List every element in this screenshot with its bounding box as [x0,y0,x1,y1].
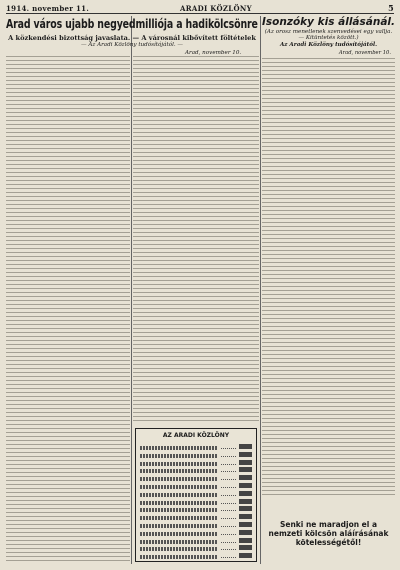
box-row-placeholder [140,476,252,482]
box-row-dots [221,456,237,457]
box-row-num [239,545,252,550]
page-header [6,3,394,13]
box-row-num [239,444,252,449]
box-row-num [239,460,252,465]
box-row-num [239,538,252,543]
right-subhead: (Az orosz menetlenek szenvedései egy vallja. — Kitüntetés között.) [264,29,393,41]
masthead: ARADI KÖZLÖNY [180,4,252,13]
box-row-dots [221,557,237,558]
box-row-placeholder [140,531,252,537]
box-row-lbl [140,477,218,481]
box-row-lbl [140,532,218,536]
box-row-dots [221,518,237,519]
box-row-dots [221,448,237,449]
box-row-num [239,467,252,472]
box-row-num [239,483,252,488]
box-row-placeholder [140,539,252,545]
box-row-lbl [140,540,218,544]
page-number: 5 [388,3,394,13]
box-row-lbl [140,485,218,489]
main-subheadline: A közkendési bizottság javaslata. — A városnál kibővített föltételek [8,34,256,42]
notice-text: Senki ne maradjon el a nemzeti kölcsön aláírásának kötelességétől! [268,520,389,547]
box-row-num [239,506,252,511]
body-text-placeholder [262,58,395,498]
box-row-lbl [140,454,218,458]
box-row-placeholder [140,554,252,560]
column-b-body [133,56,259,424]
main-dateline: Arad, november 10. [185,50,242,56]
box-row-placeholder [140,453,252,459]
box-row-num [239,499,252,504]
main-byline: — Az Aradi Közlöny tudósítójától. — [80,42,184,48]
box-row-num [239,514,252,519]
box-row-lbl [140,446,218,450]
box-row-num [239,452,252,457]
box-row-lbl [140,462,218,466]
box-row-placeholder [140,484,252,490]
column-a-body [6,56,130,564]
header-rule [6,13,394,14]
box-row-dots [221,534,237,535]
box-row-lbl [140,493,218,497]
box-row-num [239,491,252,496]
box-row-dots [221,542,237,543]
box-row-placeholder [140,445,252,451]
column-c [262,16,395,514]
box-row-num [239,553,252,558]
box-row-placeholder [140,507,252,513]
box-row-lbl [140,524,218,528]
right-dateline: Arad, november 10. [338,50,391,56]
subscription-box [135,428,257,562]
box-row-placeholder [140,468,252,474]
box-row-placeholder [140,523,252,529]
box-row-placeholder [140,492,252,498]
main-headline: Arad város ujabb negyedmilliója a hadikölcsönre [6,16,258,31]
column-divider [131,16,132,564]
box-row-lbl [140,555,218,559]
box-row-placeholder [140,546,252,552]
box-row-dots [221,510,237,511]
box-row-placeholder [140,461,252,467]
box-row-lbl [140,501,218,505]
box-row-dots [221,471,237,472]
box-row-dots [221,495,237,496]
box-row-num [239,522,252,527]
box-row-lbl [140,508,218,512]
box-row-dots [221,549,237,550]
box-row-num [239,530,252,535]
box-row-dots [221,479,237,480]
box-row-num [239,475,252,480]
box-row-dots [221,503,237,504]
column-divider [260,16,261,564]
right-headline: Isonzóky kis állásánál. [262,16,395,28]
box-row-lbl [140,547,218,551]
body-text-placeholder [133,56,259,424]
box-row-lbl [140,469,218,473]
issue-date: 1914. november 11. [6,4,90,13]
box-row-dots [221,464,237,465]
body-text-placeholder [6,56,130,564]
box-row-dots [221,526,237,527]
box-row-lbl [140,516,218,520]
box-row-dots [221,487,237,488]
box-row-placeholder [140,500,252,506]
box-row-placeholder [140,515,252,521]
box-title: AZ ARADI KÖZLÖNY [162,432,230,439]
right-byline: Az Aradi Közlöny tudósítójától. [279,42,378,48]
